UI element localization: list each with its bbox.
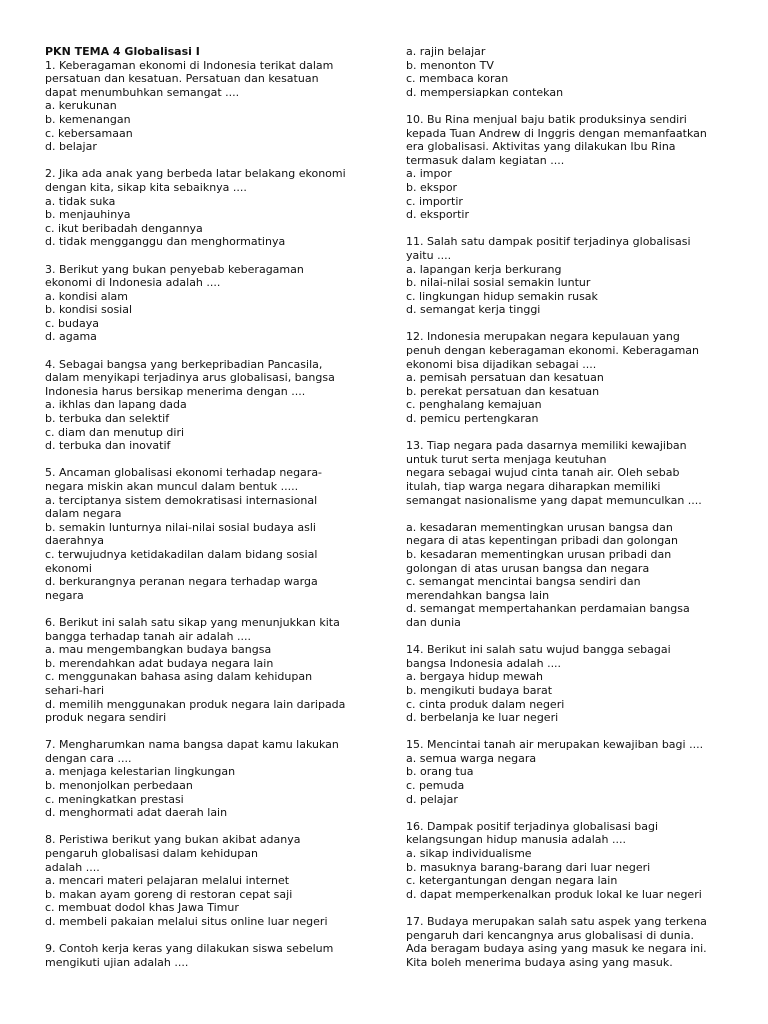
answer-option: a. terciptanya sistem demokratisasi internasional (45, 493, 318, 507)
answer-option: b. perekat persatuan dan kesatuan (406, 384, 600, 398)
answer-option: c. menggunakan bahasa asing dalam kehidupan (45, 670, 313, 684)
answer-option: dalam negara (45, 507, 122, 521)
answer-option: a. sikap individualisme (406, 847, 532, 861)
answer-option: daerahnya (45, 534, 104, 548)
question-text-line: Ada beragam budaya asing yang masuk ke negara ini. (406, 942, 707, 956)
answer-option: b. orang tua (406, 765, 474, 779)
answer-option: merendahkan bangsa lain (406, 588, 550, 602)
question-text-line: 14. Berikut ini salah satu wujud bangga sebagai (406, 643, 671, 657)
question-text-line: dengan kita, sikap kita sebaiknya .... (45, 180, 247, 194)
answer-option: b. kesadaran mementingkan urusan pribadi dan (406, 547, 672, 561)
question-block (406, 235, 724, 317)
question-block (45, 59, 363, 154)
question-text-line: dalam menyikapi terjadinya arus globalisasi, bangsa (45, 371, 335, 385)
answer-option: a. kondisi alam (45, 289, 128, 303)
answer-option: d. eksportir (406, 208, 469, 222)
answer-option: c. membuat dodol khas Jawa Timur (45, 901, 239, 915)
answer-option: d. mempersiapkan contekan (406, 85, 564, 99)
question-text-line: 12. Indonesia merupakan negara kepulauan yang (406, 330, 680, 344)
question-block (45, 466, 363, 602)
left-column (45, 45, 363, 983)
answer-option: c. penghalang kemajuan (406, 398, 542, 412)
question-text-line: dapat menumbuhkan semangat .... (45, 85, 240, 99)
question-text-line: 6. Berikut ini salah satu sikap yang menunjukkan kita (45, 615, 340, 629)
answer-option: d. menghormati adat daerah lain (45, 806, 228, 820)
answer-option: c. importir (406, 194, 463, 208)
question-text-line: 2. Jika ada anak yang berbeda latar belakang ekonomi (45, 167, 346, 181)
question-text-line: Indonesia harus bersikap menerima dengan .... (45, 384, 306, 398)
answer-option: b. merendahkan adat budaya negara lain (45, 656, 274, 670)
answer-option: c. membaca koran (406, 72, 509, 86)
answer-option: c. lingkungan hidup semakin rusak (406, 289, 598, 303)
question-block (45, 942, 363, 969)
answer-option: d. terbuka dan inovatif (45, 439, 171, 453)
answer-option: d. berkurangnya peranan negara terhadap warga (45, 575, 318, 589)
answer-option: b. terbuka dan selektif (45, 412, 170, 426)
answer-option: a. pemisah persatuan dan kesatuan (406, 371, 604, 385)
question-block (45, 358, 363, 453)
question-block (406, 113, 724, 222)
answer-option: b. semakin lunturnya nilai-nilai sosial budaya asli (45, 520, 316, 534)
answer-option: d. tidak mengganggu dan menghormatinya (45, 235, 286, 249)
question-block (406, 330, 724, 425)
question-block (406, 738, 724, 806)
question-text-line: kepada Tuan Andrew di Inggris dengan memanfaatkan (406, 126, 707, 140)
question-block (406, 643, 724, 725)
question-block (45, 167, 363, 249)
answer-option: c. meningkatkan prestasi (45, 792, 184, 806)
question-block (45, 263, 363, 345)
question-text-line: 7. Mengharumkan nama bangsa dapat kamu lakukan (45, 738, 339, 752)
question-text-line: 4. Sebagai bangsa yang berkepribadian Pancasila, (45, 357, 323, 371)
answer-option: c. ikut beribadah dengannya (45, 221, 203, 235)
question-text-line: ekonomi bisa dijadikan sebagai .... (406, 357, 597, 371)
question-block (45, 833, 363, 928)
question-text-line: ekonomi di Indonesia adalah .... (45, 276, 221, 290)
answer-option: ekonomi (45, 561, 92, 575)
question-text-line: 5. Ancaman globalisasi ekonomi terhadap negara- (45, 466, 323, 480)
question-text-line: 13. Tiap negara pada dasarnya memiliki kewajiban (406, 439, 687, 453)
question-text-line: 17. Budaya merupakan salah satu aspek yang terkena (406, 915, 707, 928)
question-block (406, 915, 724, 969)
answer-option: c. cinta produk dalam negeri (406, 697, 565, 711)
answer-option: c. budaya (45, 316, 99, 330)
answer-option: d. pemicu pertengkaran (406, 412, 539, 426)
answer-option: d. semangat kerja tinggi (406, 303, 541, 317)
question-text-line: 15. Mencintai tanah air merupakan kewajiban bagi .... (406, 738, 704, 752)
answer-option: a. rajin belajar (406, 45, 486, 58)
answer-option: b. masuknya barang-barang dari luar negeri (406, 860, 651, 874)
question-text-line: itulah, tiap warga negara diharapkan memiliki (406, 480, 661, 493)
question-text-line: dengan cara .... (45, 751, 132, 765)
question-block (406, 820, 724, 902)
answer-option: b. kemenangan (45, 112, 131, 126)
answer-option: a. bergaya hidup mewah (406, 670, 543, 684)
right-column (406, 45, 724, 983)
question-text-line: era globalisasi. Aktivitas yang dilakukan Ibu Rina (406, 140, 676, 154)
page-title: PKN TEMA 4 Globalisasi I (45, 45, 200, 58)
answer-option: b. mengikuti budaya barat (406, 683, 553, 697)
answer-option: b. nilai-nilai sosial semakin luntur (406, 276, 591, 290)
question-text-line: semangat nasionalisme yang dapat memunculkan .... (406, 493, 702, 507)
answer-option: b. menonjolkan perbedaan (45, 779, 193, 793)
answer-option: b. ekspor (406, 180, 458, 194)
question-text-line: pengaruh globalisasi dalam kehidupan (45, 847, 258, 861)
answer-option: d. pelajar (406, 792, 458, 806)
answer-option: c. kebersamaan (45, 126, 133, 140)
answer-option: a. lapangan kerja berkurang (406, 262, 562, 276)
answer-option: c. ketergantungan dengan negara lain (406, 874, 618, 888)
answer-option: dan dunia (406, 615, 461, 629)
answer-option: a. menjaga kelestarian lingkungan (45, 765, 236, 779)
question-text-line: yaitu .... (406, 248, 452, 262)
right-question-list (406, 45, 724, 969)
question-text-line: untuk turut serta menjaga keutuhan (406, 452, 607, 466)
question-text-line: 16. Dampak positif terjadinya globalisasi bagi (406, 819, 659, 833)
question-text-line: adalah .... (45, 860, 100, 874)
answer-option: d. semangat mempertahankan perdamaian bangsa (406, 602, 690, 616)
answer-option: b. kondisi sosial (45, 303, 133, 317)
question-block (406, 439, 724, 629)
question-text-line: persatuan dan kesatuan. Persatuan dan kesatuan (45, 72, 319, 86)
answer-option: b. menonton TV (406, 58, 494, 72)
question-text-line: 10. Bu Rina menjual baju batik produksinya sendiri (406, 112, 687, 126)
answer-option: negara (45, 588, 84, 602)
answer-option: d. agama (45, 330, 97, 344)
question-text-line: Kita boleh menerima budaya asing yang masuk. (406, 955, 673, 969)
answer-option: a. semua warga negara (406, 751, 537, 765)
question-text-line: negara miskin akan muncul dalam bentuk ..... (45, 480, 299, 493)
answer-option: c. pemuda (406, 779, 465, 793)
answer-option: a. ikhlas dan lapang dada (45, 398, 187, 412)
question-text-line: penuh dengan keberagaman ekonomi. Keberagaman (406, 344, 700, 358)
question-text-line (406, 507, 724, 521)
answer-option: c. diam dan menutup diri (45, 425, 185, 439)
question-block (406, 45, 724, 99)
question-text-line: mengikuti ujian adalah .... (45, 955, 189, 969)
question-text-line: bangsa Indonesia adalah .... (406, 656, 562, 670)
answer-option: d. berbelanja ke luar negeri (406, 711, 559, 725)
question-text-line: negara sebagai wujud cinta tanah air. Oleh sebab (406, 466, 680, 480)
question-text-line: 1. Keberagaman ekonomi di Indonesia terikat dalam (45, 58, 334, 72)
question-text-line: termasuk dalam kegiatan .... (406, 153, 565, 167)
answer-option: a. mau mengembangkan budaya bangsa (45, 643, 272, 657)
answer-option: d. dapat memperkenalkan produk lokal ke luar negeri (406, 887, 702, 901)
answer-option: d. memilih menggunakan produk negara lain daripada (45, 697, 346, 711)
question-text-line: 8. Peristiwa berikut yang bukan akibat adanya (45, 833, 301, 847)
question-text-line: 9. Contoh kerja keras yang dilakukan siswa sebelum (45, 942, 334, 956)
answer-option: c. terwujudnya ketidakadilan dalam bidang sosial (45, 547, 318, 561)
question-text-line: pengaruh dari kencangnya arus globalisasi di dunia. (406, 928, 694, 942)
answer-option: a. kerukunan (45, 99, 117, 113)
answer-option: sehari-hari (45, 683, 105, 697)
answer-option: negara di atas kepentingan pribadi dan golongan (406, 534, 678, 548)
answer-option: a. impor (406, 167, 452, 181)
left-question-list (45, 59, 363, 970)
answer-option: c. semangat mencintai bangsa sendiri dan (406, 575, 641, 589)
question-text-line: kelangsungan hidup manusia adalah .... (406, 833, 626, 847)
answer-option: a. mencari materi pelajaran melalui internet (45, 874, 290, 888)
answer-option: golongan di atas urusan bangsa dan negara (406, 561, 650, 575)
answer-option: d. membeli pakaian melalui situs online luar negeri (45, 915, 328, 928)
answer-option: b. makan ayam goreng di restoran cepat saji (45, 887, 293, 901)
question-text-line: 3. Berikut yang bukan penyebab keberagaman (45, 262, 304, 276)
answer-option: d. belajar (45, 140, 97, 154)
question-block (45, 616, 363, 725)
answer-option: b. menjauhinya (45, 208, 131, 222)
answer-option: a. kesadaran mementingkan urusan bangsa dan (406, 520, 673, 534)
question-block (45, 738, 363, 820)
question-text-line: 11. Salah satu dampak positif terjadinya globalisasi (406, 235, 691, 249)
answer-option: a. tidak suka (45, 194, 116, 208)
answer-option: produk negara sendiri (45, 711, 167, 725)
question-text-line: bangga terhadap tanah air adalah .... (45, 629, 251, 643)
